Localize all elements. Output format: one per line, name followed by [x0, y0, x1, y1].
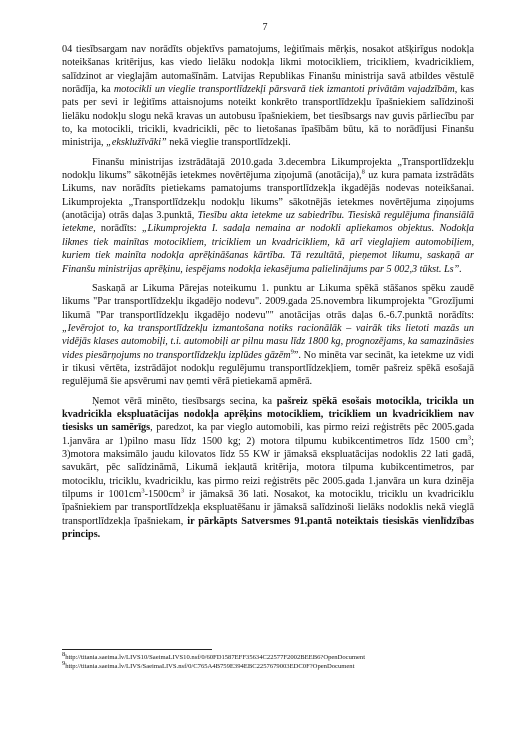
text-run: ”. No minēta var secināt, ka ietekme uz vidi ir tikusi vērtēta, izstrādājot nodokļu regulējumu transportlīdzekļiem, tomēr pašreiz spēkā esošajā regulējumā šie apsvērumi nav ņemti vērā pietiekamā apmērā. — [62, 349, 475, 388]
paragraph-2 — [62, 156, 474, 276]
paragraph-3 — [62, 282, 474, 389]
text-run: 04 tiesībsargam nav norādīts objektīvs pamatojums, leģitīmais mērķis, nosakot atšķirīgus nodokļa noteikšanas kritērijus, kas viedo lielāku nodokļa likmi motocikliem, tricikliem, kvadricikliem, salīdzinot ar vieglajām automašīnām. Latvijas Republikas Finanšu ministrija savā atbildes vēstulē norādīja, ka — [62, 44, 474, 96]
italic-quote: „Ievērojot to, ka transportlīdzekļu izmantošana notiks racionālāk – vairāk tiks lietoti mazās un vidējās klases automobiļi, t.i. automobiļi ar pilnu masu līdz 1800 kg, prognozējams, ka samazināsies vides piesārņojums no transportlīdzekļu izplūdes gāzēm — [62, 322, 474, 361]
superscript: 3 — [141, 487, 145, 495]
footnote-link[interactable]: http://titania.saeima.lv/LIVS/SaeimaLIVS.nsf/0/C765A4B759E394EBC2257679003EDC0F?OpenDocument — [65, 663, 355, 670]
text-run: ; 3)motora maksimālo jaudu kilovatos līdz 55 KW ir jāmaksā ekspluatācijas nodoklis 22 lati gadā, savukārt, pēc salīdzināmā, Likumā iekļautā kritērija, motora tilpuma kubikcentimetros, par motociklu, triciklu, kvadriciklu, kas pirmo reizi reģistrēts pēc 2005.gada 1.janvāra un kura dzinēja tilpums ir 1001cm — [62, 435, 474, 500]
footnotes — [62, 650, 492, 671]
footnote-ref-8[interactable]: 8 — [361, 168, 365, 176]
footnote-8 — [62, 650, 492, 662]
text-run: nekā vieglie transportlīdzekļi. — [166, 137, 291, 149]
page-number: 7 — [262, 22, 268, 33]
paragraph-1 — [62, 43, 474, 150]
footnote-9 — [62, 659, 492, 671]
footnote-link[interactable]: http://titania.saeima.lv/LIVS10/SaeimaLIVS10.nsf/0/60FD1587EFF35634C22577F2002BEEB6?OpenDocument — [65, 654, 366, 661]
text-run: Ņemot vērā minēto, tiesībsargs secina, ka — [92, 395, 277, 407]
footnote-number: 8 — [62, 650, 66, 658]
bold-conclusion: pašreiz spēkā esošais motocikla, tricikla un kvadricikla ekspluatācijas nodokļa aprēķins motocikliem, tricikliem un kvadricikliem nav tiesisks un samērīgs — [62, 395, 474, 434]
italic-quote: „eksklužīvāki” — [106, 137, 167, 149]
footnote-ref-9[interactable]: 9 — [290, 348, 294, 356]
italic-quote: „Likumprojekta I. sadaļa nemaina ar nodokli apliekamos objektus. Nodokļa likmes tiek mainītas motocikliem, tricikliem un kvadricikliem, kā arī vieglajiem automobiļiem, kuriem tiek mainīta nodokļa aprēķināšanas kārtība. Tā rezultātā, pieņemot likumu, saskaņā ar Finanšu ministrijas aprēķinu, iespējams nodokļa iekasējuma palielinājums par 5 002,3 tūkst. Ls”. — [62, 223, 474, 275]
footnote-divider — [62, 649, 212, 650]
footnote-number: 9 — [62, 659, 66, 667]
document-body — [62, 43, 474, 547]
paragraph-4 — [62, 395, 474, 542]
text-run: Finanšu ministrijas izstrādātajā 2010.gada 3.decembra Likumprojekta „Transportlīdzekļu nodokļu likums” sākotnējās ietekmes novērtējuma ziņojumā (anotācija), — [62, 156, 474, 182]
text-run: , norādīts: — [93, 223, 142, 235]
superscript: 3 — [467, 434, 472, 442]
text-run: uz kura pamata izstrādāts Likums, nav norādīts pietiekams pamatojums transportlīdzekļa ikgadējās nodevas noteikšanai. Likumprojekta „Transportlīdzekļu nodokļu likums” sākotnējās ietekmes novērtējuma ziņojums (anotācija) otrās daļas 3.punktā, — [62, 170, 474, 222]
text-run: Saskaņā ar Likuma Pārejas noteikumu 1. punktu ar Likuma spēkā stāšanos spēku zaudē likums "Par transportlīdzekļu ikgadējo nodevu". 2009.gada 25.novembra likumprojekta "Grozījumi likumā "Par transportlīdzekļu ikgadējo nodevu"" anotācijas otrās daļas 6.-6.7.punktā norādīts: — [62, 282, 474, 321]
superscript: 3 — [180, 487, 185, 495]
text-run: -1500cm — [144, 489, 181, 500]
italic-heading: Tiesību akta ietekme uz sabiedrību. Tiesiskā regulējuma finansiālā ietekme — [62, 210, 475, 235]
bold-conclusion: ir pārkāpts Satversmes 91.pantā noteiktais tiesiskās vienlīdzības princips. — [62, 515, 474, 541]
text-run: ir jāmaksā 36 lati. Nosakot, ka motociklu, triciklu un kvadriciklu īpašniekiem par transportlīdzekļa ekspluatēšanu ir jāmaksā salīdzinoši lielāks nodoklis nekā vieglā transportlīdzekļa īpašniekam, — [62, 489, 474, 527]
text-run: , kas pats per sevi ir leģitīms attaisnojums noteikt konkrēto transportlīdzekļu īpašniekiem salīdzinoši lielāku nodokļu slogu nekā kravas un autobusu īpašniekiem, bet tiesībsargs nav guvis pārliecību par to, ka motocikli, tricikli, kvadricikli, pēc to lietošanas īpašībām būtu, kā to norādījusi Finanšu ministrija, — [62, 84, 475, 149]
text-run: , paredzot, ka par vieglo automobili, kas pirmo reizi reģistrēts pēc 2005.gada 1.janvāra ar 1)pilno masu līdz 1500 kg; 2) motora tilpumu kubikcentimetros līdz 1500 cm — [62, 422, 474, 447]
italic-quote: motocikli un vieglie transportlīdzekļi pārsvarā tiek izmantoti privātām vajadzībām — [113, 84, 455, 96]
